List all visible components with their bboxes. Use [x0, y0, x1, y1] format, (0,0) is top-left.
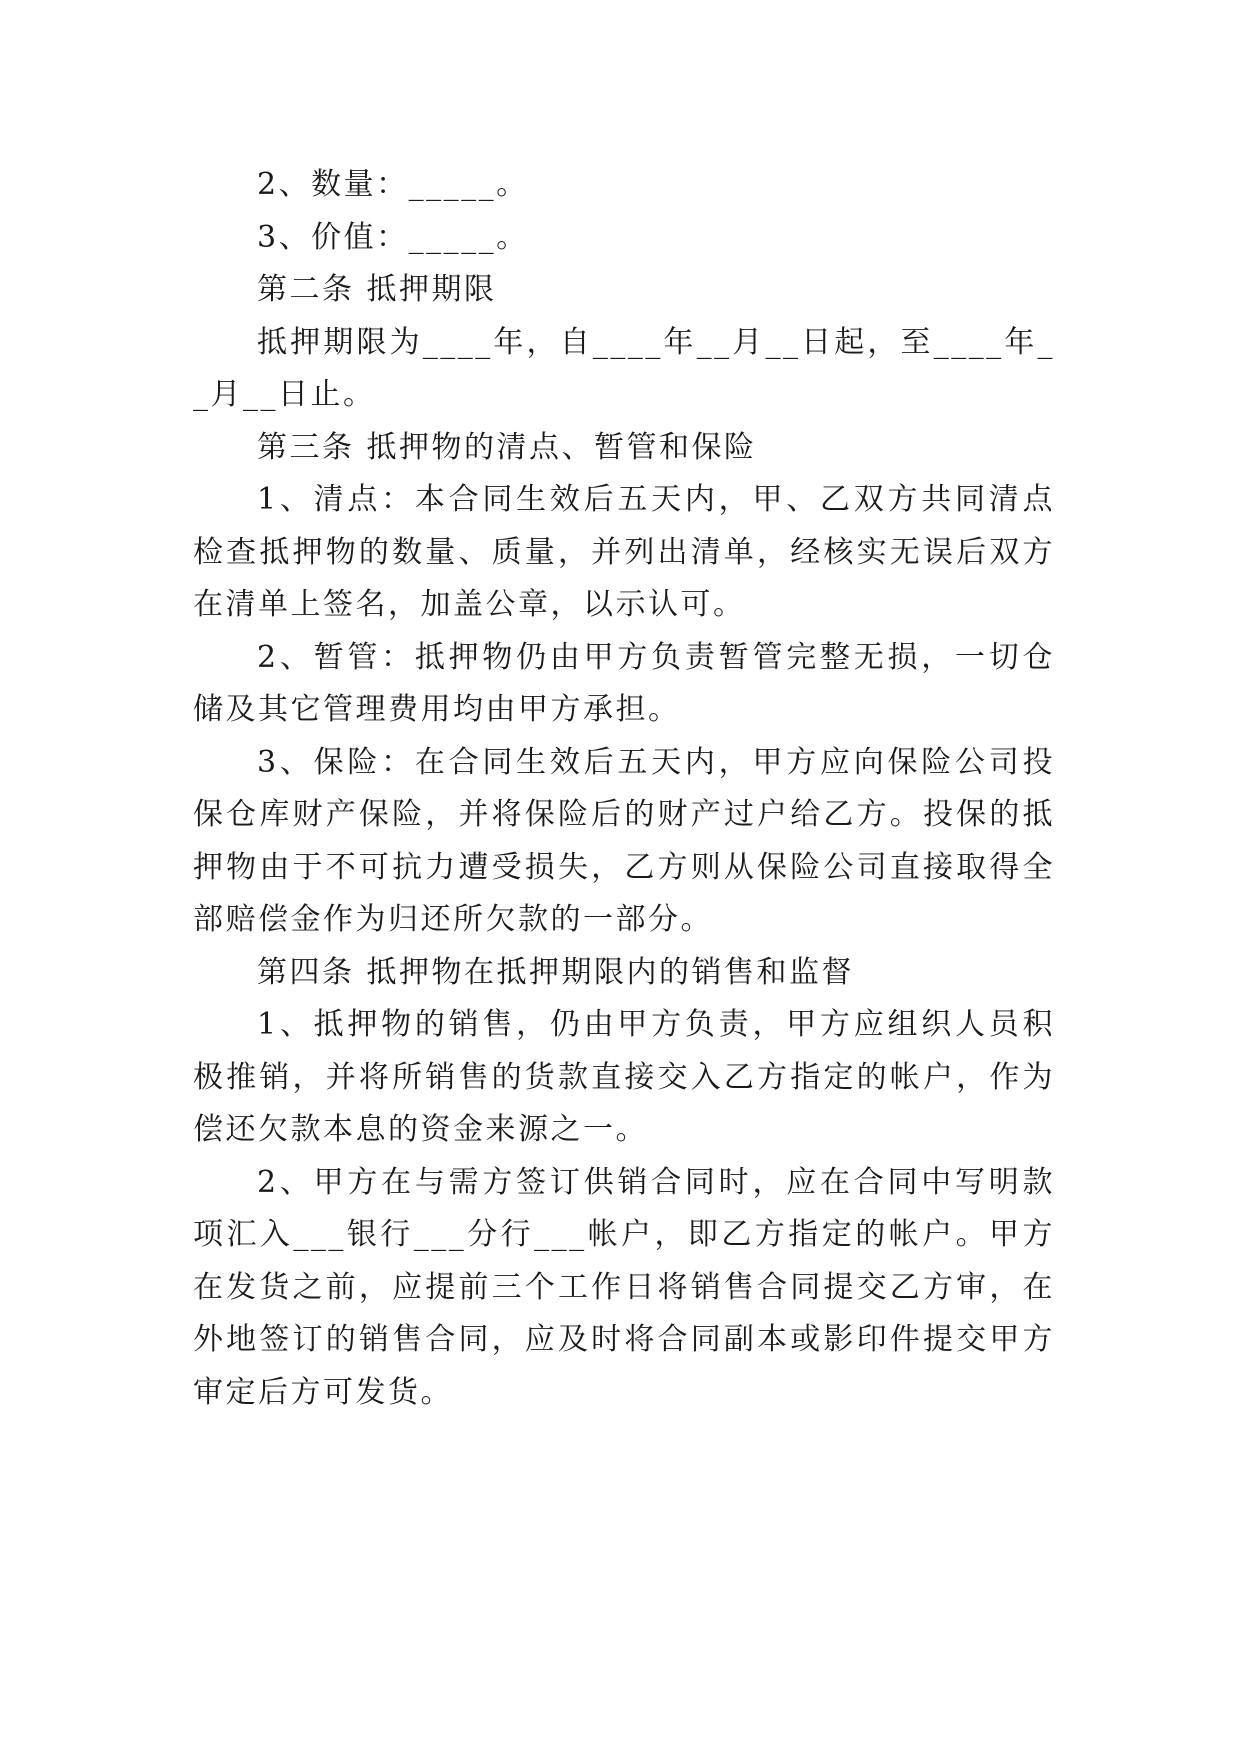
article-2-body: 抵押期限为____年，自____年__月__日起，至____年__月__日止。: [193, 324, 1055, 412]
item-quantity: 2、数量：_____。: [257, 167, 529, 202]
article-3-item-3: 3、保险：在合同生效后五天内，甲方应向保险公司投保仓库财产保险，并将保险后的财产过户给乙方。投保的抵押物由于不可抗力遭受损失，乙方则从保险公司直接取得全部赔偿金作为归还所欠款的一部分。: [193, 744, 1055, 937]
article-2-heading: 第二条 抵押期限: [257, 272, 497, 307]
article-4-item-1: 1、抵押物的销售，仍由甲方负责，甲方应组织人员积极推销，并将所销售的货款直接交入乙方指定的帐户，作为偿还欠款本息的资金来源之一。: [193, 1007, 1055, 1147]
article-4-heading: 第四条 抵押物在抵押期限内的销售和监督: [257, 954, 855, 990]
article-4-item-2: 2、甲方在与需方签订供销合同时，应在合同中写明款项汇入___银行___分行___帐户，即乙方指定的帐户。甲方在发货之前，应提前三个工作日将销售合同提交乙方审，在外地签订的销售合同，应及时将合同副本或影印件提交甲方审定后方可发货。: [193, 1164, 1055, 1410]
item-value: 3、价值：_____。: [257, 219, 529, 255]
article-3-heading: 第三条 抵押物的清点、暂管和保险: [257, 429, 757, 465]
document-body: [193, 159, 1055, 1419]
article-3-item-1: 1、清点：本合同生效后五天内，甲、乙双方共同清点检查抵押物的数量、质量，并列出清单，经核实无误后双方在清单上签名，加盖公章，以示认可。: [193, 482, 1055, 622]
article-3-item-2: 2、暂管：抵押物仍由甲方负责暂管完整无损，一切仓储及其它管理费用均由甲方承担。: [193, 639, 1055, 727]
